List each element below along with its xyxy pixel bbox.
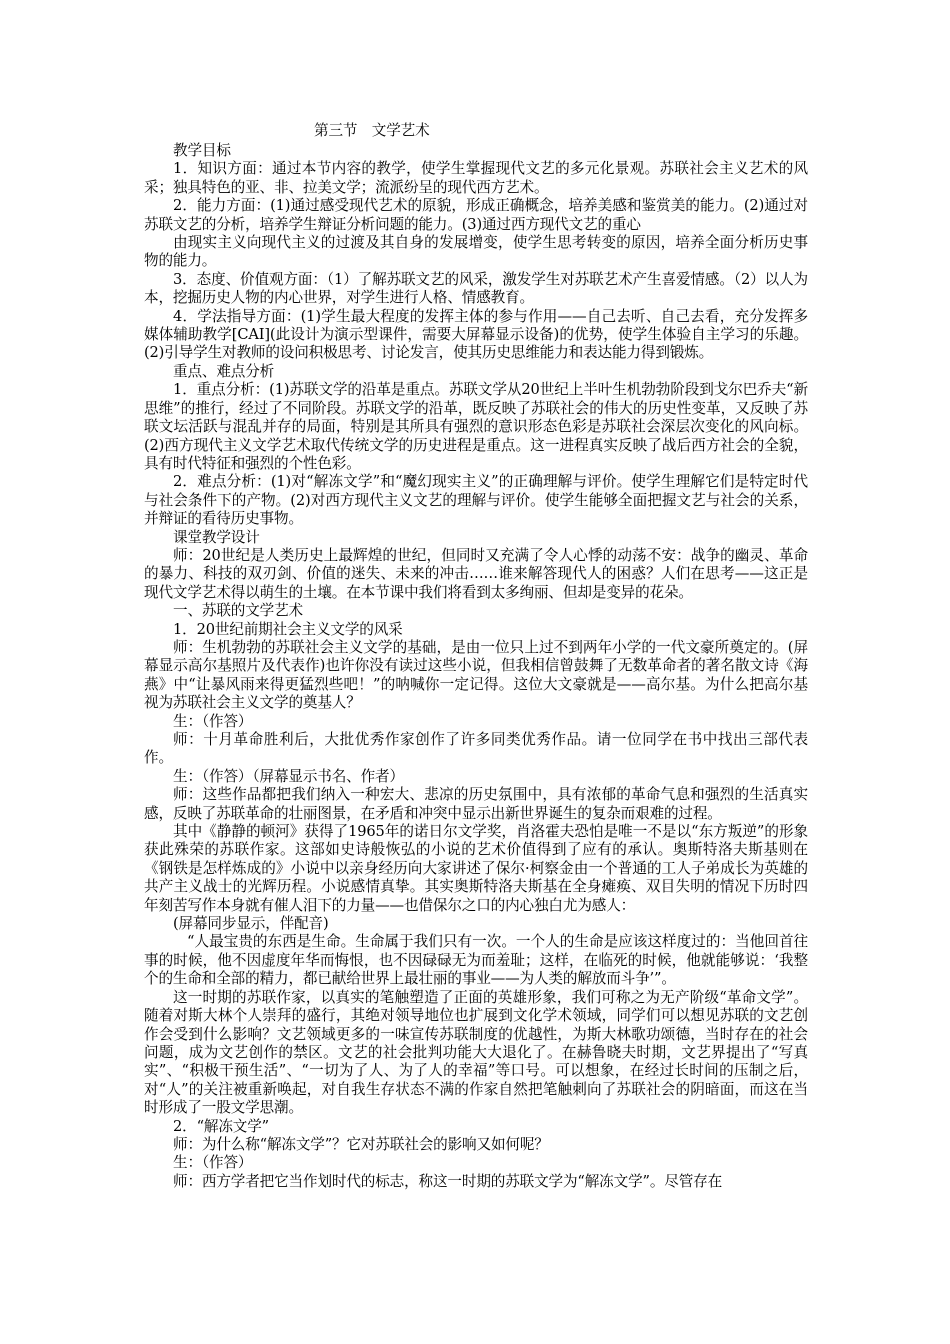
paragraph: 师：西方学者把它当作划时代的标志，称这一时期的苏联文学为“解冻文学”。尽管存在 bbox=[173, 1172, 723, 1190]
paragraph: 1．重点分析：(1)苏联文学的沿革是重点。苏联文学从20世纪上半叶生机勃勃阶段到戈尔巴乔夫“新思维”的推行，经过了不同阶段。苏联文学的沿革，既反映了苏联社会的伟大的历史性变革，又反映了苏联文坛活跃与混乱并存的局面，特别是其所具有强烈的意识形态色彩是苏联社会深层次变化的风向标。(2)西方现代主义文学艺术取代传统文学的历史进程是重点。这一进程真实反映了战后西方社会的全貌，具有时代特征和强烈的个性色彩。 bbox=[144, 381, 808, 472]
paragraph: 重点、难点分析 bbox=[173, 362, 275, 380]
paragraph: 师：十月革命胜利后，大批优秀作家创作了许多同类优秀作品。请一位同学在书中找出三部代表作。 bbox=[144, 731, 808, 767]
paragraph: 生：（作答）（屏幕显示书名、作者） bbox=[173, 767, 404, 785]
paragraph: 1．知识方面：通过本节内容的教学，使学生掌握现代文艺的多元化景观。苏联社会主义艺术的风采；独具特色的亚、非、拉美文学；流派纷呈的现代西方艺术。 bbox=[144, 160, 808, 196]
section-title-text: 第三节 文学艺术 bbox=[314, 122, 430, 139]
paragraph: 师：生机勃勃的苏联社会主义文学的基础，是由一位只上过不到两年小学的一代文豪所奠定的。(屏幕显示高尔基照片及代表作)也许你没有读过这些小说，但我相信曾鼓舞了无数革命者的著名散文诗《海燕》中“让暴风雨来得更猛烈些吧！”的呐喊你一定记得。这位大文豪就是——高尔基。为什么把高尔基视为苏联社会主义文学的奠基人？ bbox=[144, 638, 808, 712]
paragraph: 一、苏联的文学艺术 bbox=[173, 602, 303, 620]
paragraph: 2．“解冻文学” bbox=[173, 1117, 269, 1135]
paragraph: 4．学法指导方面：(1)学生最大程度的发挥主体的参与作用——自己去听、自己去看，充分发挥多媒体辅助教学[CAI](此设计为演示型课件，需要大屏幕显示设备)的优势，使学生体验自主学习的乐趣。(2)引导学生对教师的设问积极思考、讨论发言，使其历史思维能力和表达能力得到锻炼。 bbox=[144, 307, 808, 362]
paragraph: 课堂教学设计 bbox=[173, 528, 260, 546]
paragraph: 教学目标 bbox=[173, 142, 231, 159]
paragraph: 2．能力方面：(1)通过感受现代艺术的原貌，形成正确概念，培养美感和鉴赏美的能力。(2)通过对苏联文艺的分析，培养学生辩证分析问题的能力。(3)通过西方现代文艺的重心 bbox=[144, 197, 808, 233]
paragraph: 3．态度、价值观方面：（1）了解苏联文艺的风采，激发学生对苏联艺术产生喜爱情感。（2）以人为本，挖掘历史人物的内心世界，对学生进行人格、情感教育。 bbox=[144, 270, 808, 307]
paragraph: 这一时期的苏联作家，以真实的笔触塑造了正面的英雄形象，我们可称之为无产阶级“革命文学”。随着对斯大林个人崇拜的盛行，其绝对领导地位也扩展到文化学术领域，同学们可以想见苏联的文艺创作会受到什么影响？文艺领域更多的一味宣传苏联制度的优越性，为斯大林歌功颂德，当时存在的社会问题，成为文艺创作的禁区。文艺的社会批判功能大大退化了。在赫鲁晓夫时期，文艺界提出了“写真实”、“积极干预生活”、“一切为了人、为了人的幸福”等口号。可以想象，在经过长时间的压制之后，对“人”的关注被重新唤起，对自我生存状态不满的作家自然把笔触刺向了苏联社会的阴暗面，而这在当时形成了一股文学思潮。 bbox=[144, 988, 808, 1117]
section-title bbox=[144, 119, 808, 142]
document-page bbox=[144, 119, 808, 1191]
paragraph: 生：（作答） bbox=[173, 712, 253, 730]
paragraph: 师：为什么称“解冻文学”？它对苏联社会的影响又如何呢？ bbox=[173, 1135, 549, 1153]
paragraph: 生：（作答） bbox=[173, 1154, 253, 1172]
paragraph: 其中《静静的顿河》获得了1965年的诺日尔文学奖，肖洛霍夫恐怕是唯一不是以“东方叛逆”的形象获此殊荣的苏联作家。这部如史诗般恢弘的小说的艺术价值得到了应有的承认。奥斯特洛夫斯基则在《钢铁是怎样炼成的》小说中以亲身经历向大家讲述了保尔·柯察金由一个普通的工人子弟成长为英雄的共产主义战士的光辉历程。小说感情真挚。其实奥斯特洛夫斯基在全身瘫痪、双目失明的情况下历时四年刻苦写作本身就有催人泪下的力量——也借保尔之口的内心独白尤为感人： bbox=[144, 823, 808, 914]
paragraph: (屏幕同步显示，伴配音) bbox=[173, 915, 329, 933]
paragraph: 由现实主义向现代主义的过渡及其自身的发展增变，使学生思考转变的原因，培养全面分析历史事物的能力。 bbox=[144, 234, 808, 270]
paragraph: 师：这些作品都把我们纳入一种宏大、悲凉的历史氛围中，具有浓郁的革命气息和强烈的生活真实感，反映了苏联革命的壮丽图景，在矛盾和冲突中显示出新世界诞生的复杂而艰难的过程。 bbox=[144, 786, 808, 822]
document-body bbox=[144, 142, 808, 1191]
paragraph: 2．难点分析：(1)对“解冻文学”和“魔幻现实主义”的正确理解与评价。使学生理解它们是特定时代与社会条件下的产物。(2)对西方现代主义文艺的理解与评价。使学生能够全面把握文艺与社会的关系，并辩证的看待历史事物。 bbox=[144, 473, 808, 528]
paragraph: “人最宝贵的东西是生命。生命属于我们只有一次。一个人的生命是应该这样度过的：当他回首往事的时候，他不因虚度年华而悔恨，也不因碌碌无为而羞耻；这样，在临死的时候，他就能够说：‘我整个的生命和全部的精力，都已献给世界上最壮丽的事业——为人类的解放而斗争’”。 bbox=[144, 933, 808, 988]
paragraph: 1．20世纪前期社会主义文学的风采 bbox=[173, 620, 403, 638]
paragraph: 师：20世纪是人类历史上最辉煌的世纪，但同时又充满了令人心悸的动荡不安：战争的幽灵、革命的暴力、科技的双刃剑、价值的迷失、未来的冲击……谁来解答现代人的困惑？人们在思考——这正是现代文学艺术得以萌生的土壤。在本节课中我们将看到太多绚丽、但却是变异的花朵。 bbox=[144, 546, 808, 601]
